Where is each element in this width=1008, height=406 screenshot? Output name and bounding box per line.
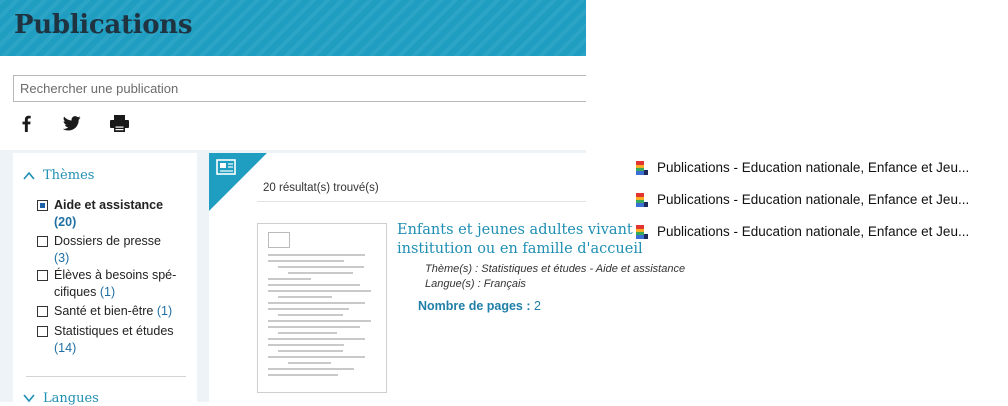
- publication-languages: Langue(s) : Français: [425, 278, 526, 290]
- download-item[interactable]: [636, 160, 969, 175]
- checkbox[interactable]: [37, 200, 48, 211]
- download-item[interactable]: [636, 192, 969, 207]
- publication-pages: Nombre de pages : 2: [418, 299, 541, 313]
- facet-item-sante[interactable]: [37, 303, 187, 320]
- facet-item-aide[interactable]: [37, 197, 187, 231]
- pdf-file-icon: [636, 161, 648, 175]
- facet-item-eleves[interactable]: [37, 267, 187, 301]
- download-item[interactable]: [636, 224, 969, 239]
- divider: [257, 201, 586, 202]
- facet-languages-toggle[interactable]: [23, 391, 99, 406]
- results-count: 20 résultat(s) trouvé(s): [263, 182, 379, 194]
- download-label: Publications - Education nationale, Enfance et Jeu...: [657, 224, 970, 239]
- facet-item-presse[interactable]: [37, 233, 187, 267]
- checkbox[interactable]: [37, 306, 48, 317]
- facebook-icon[interactable]: [16, 113, 36, 133]
- publication-corner-badge: [209, 153, 267, 211]
- facet-title: Thèmes: [43, 168, 95, 183]
- print-icon[interactable]: [109, 113, 129, 133]
- header-banner: [0, 0, 586, 56]
- checkbox[interactable]: [37, 236, 48, 247]
- chevron-up-icon: [23, 171, 35, 180]
- results-panel: [209, 153, 686, 402]
- checkbox[interactable]: [37, 326, 48, 337]
- facet-themes-toggle[interactable]: [23, 168, 94, 183]
- facet-title: Langues: [43, 391, 99, 406]
- title-line: institution ou en famille d'accueil: [397, 241, 643, 257]
- facet-item-label: Dossiers de presse (3): [54, 234, 161, 265]
- search-area: [0, 56, 586, 150]
- twitter-icon[interactable]: [62, 113, 82, 133]
- publication-title-link[interactable]: [397, 221, 643, 259]
- page-title: Publications: [14, 10, 193, 40]
- facet-item-label: Aide et assistance (20): [54, 198, 164, 229]
- search-input[interactable]: [13, 75, 586, 102]
- publication-themes: Thème(s) : Statistiques et études - Aide et assistance: [425, 263, 686, 275]
- facet-item-label: Santé et bien-être (1): [54, 304, 173, 318]
- facet-item-label: Élèves à besoins spé- cifiques (1): [54, 268, 177, 299]
- checkbox[interactable]: [37, 270, 48, 281]
- facet-item-stats[interactable]: [37, 323, 187, 357]
- facet-item-label: Statistiques et études (14): [54, 324, 174, 355]
- pdf-file-icon: [636, 193, 648, 207]
- filter-sidebar: [13, 153, 197, 406]
- download-label: Publications - Education nationale, Enfance et Jeu...: [657, 192, 970, 207]
- title-line: Enfants et jeunes adultes vivant: [397, 222, 633, 238]
- chevron-down-icon: [23, 394, 35, 403]
- publication-thumbnail[interactable]: [257, 223, 387, 393]
- pdf-file-icon: [636, 225, 648, 239]
- download-label: Publications - Education nationale, Enfance et Jeu...: [657, 160, 970, 175]
- divider: [26, 376, 186, 377]
